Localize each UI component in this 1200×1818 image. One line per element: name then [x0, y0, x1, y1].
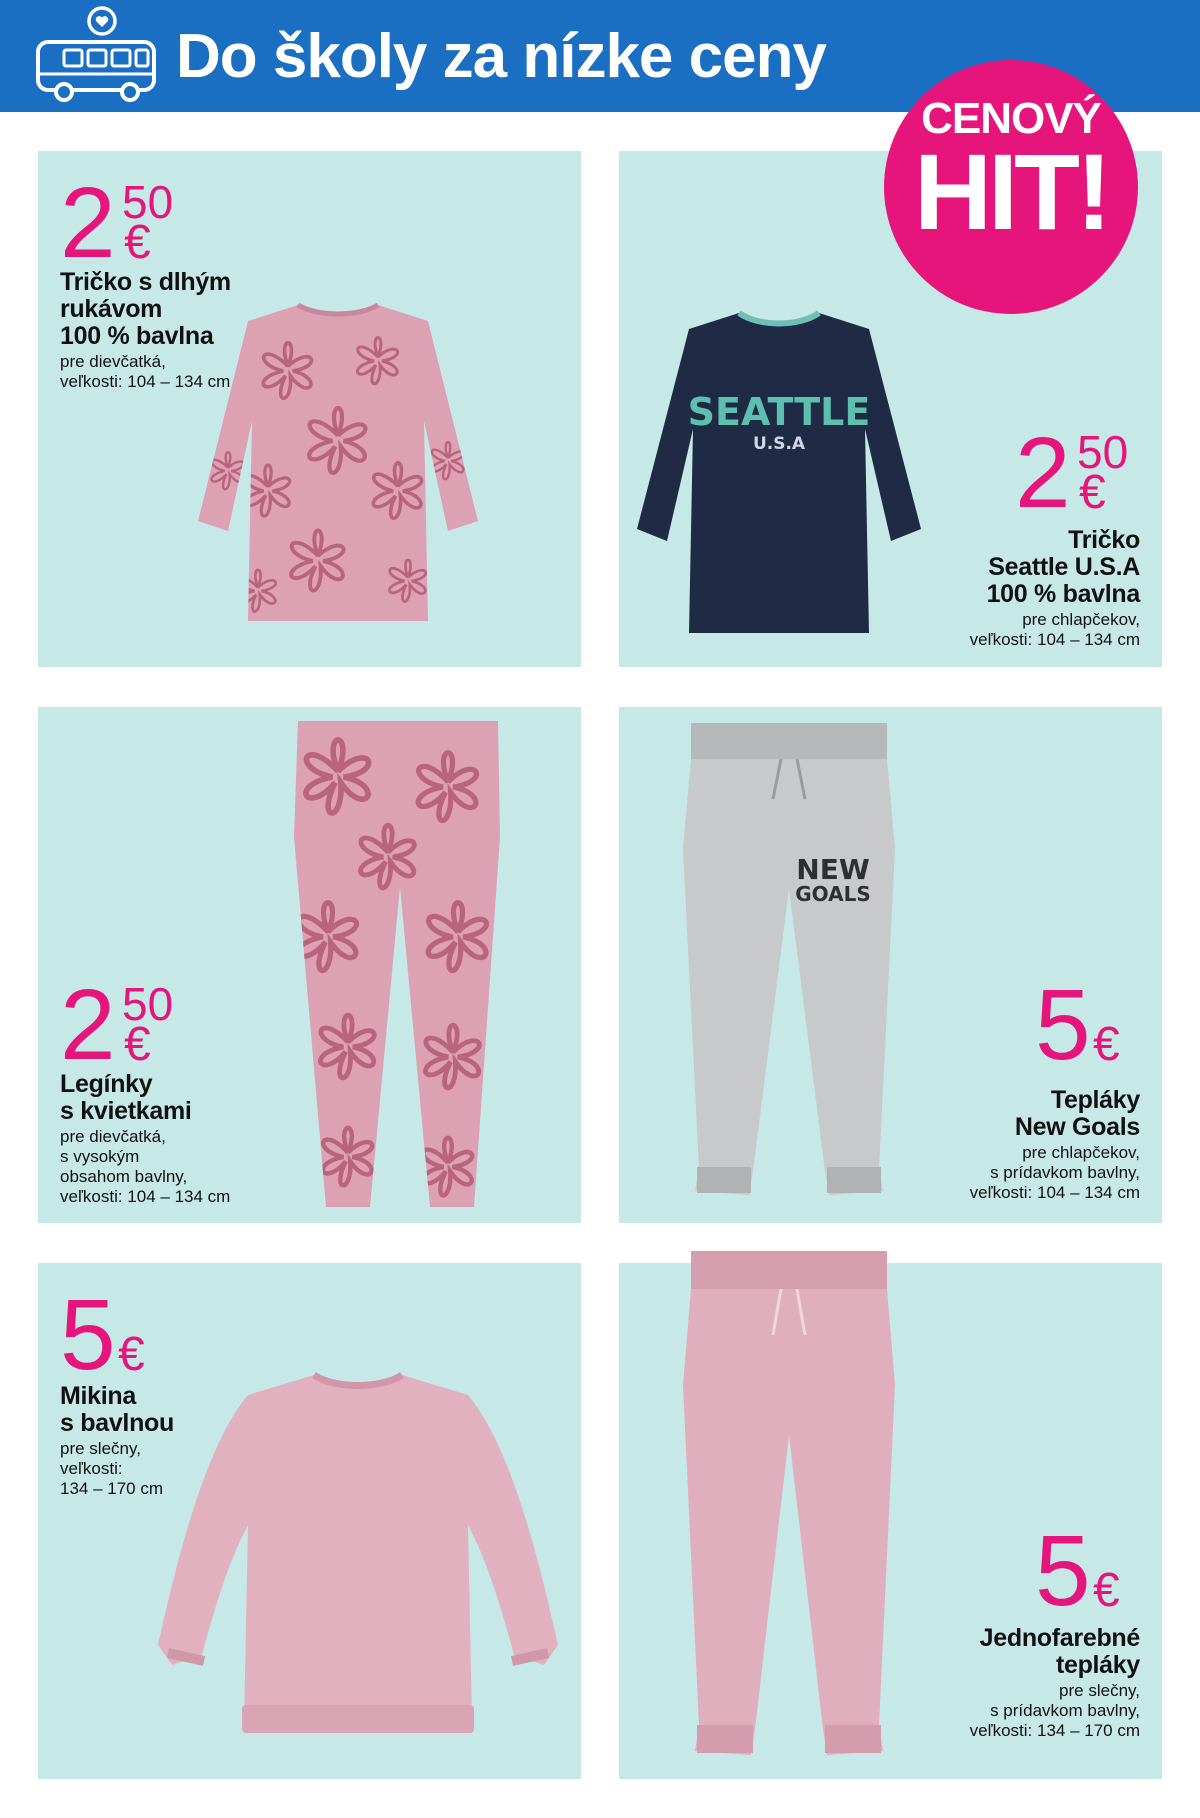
school-bus-heart-icon [34, 4, 158, 104]
badge-top-text: CENOVÝ [921, 94, 1101, 143]
price-decimal: 50 [1077, 426, 1129, 478]
price-integer: 5 [1035, 1515, 1088, 1627]
shirt-print-subtext: U.S.A [752, 434, 806, 454]
pink-sweatshirt-image [138, 1355, 578, 1765]
price [1015, 417, 1155, 529]
product-name: Tepláky New Goals [1014, 1086, 1140, 1141]
price [1035, 969, 1145, 1081]
price-integer: 2 [1015, 417, 1068, 529]
price-currency: € [124, 216, 151, 269]
product-description: pre dievčatká, veľkosti: 104 – 134 cm [60, 352, 231, 391]
product-description: pre chlapčekov, veľkosti: 104 – 134 cm [969, 610, 1140, 649]
product-description: pre chlapčekov, s prídavkom bavlny, veľkosti: 104 – 134 cm [969, 1143, 1140, 1202]
price-currency: € [118, 1328, 145, 1381]
price-integer: 2 [60, 969, 113, 1081]
price-currency: € [1079, 466, 1106, 519]
price-integer: 5 [1035, 969, 1088, 1081]
product-description: pre slečny, veľkosti: 134 – 170 cm [60, 1439, 164, 1498]
pink-flower-shirt-image [188, 291, 488, 631]
product-card-long-sleeve-girls[interactable] [38, 151, 581, 667]
price-currency: € [1093, 1564, 1120, 1617]
product-info [970, 1625, 1140, 1741]
price-integer: 5 [60, 1279, 113, 1391]
product-description: pre dievčatká, s vysokým obsahom bavlny, veľkosti: 104 – 134 cm [60, 1127, 231, 1206]
product-card-sweatshirt[interactable] [38, 1263, 581, 1779]
product-name: Jednofarebné tepláky [979, 1624, 1140, 1679]
product-name: Tričko s dlhým rukávom 100 % bavlna [60, 268, 231, 350]
badge-main-text: HIT! [914, 131, 1108, 252]
product-card-flower-leggings[interactable] [38, 707, 581, 1223]
product-description: pre slečny, s prídavkom bavlny, veľkosti: 134 – 170 cm [969, 1681, 1140, 1740]
product-info [970, 527, 1140, 650]
price-currency: € [124, 1018, 151, 1071]
price-currency: € [1093, 1018, 1120, 1071]
product-name: Mikina s bavlnou [60, 1382, 174, 1437]
page-title: Do školy za nízke ceny [176, 22, 826, 91]
price [60, 969, 200, 1081]
price-decimal: 50 [122, 978, 174, 1030]
navy-seattle-shirt-image [629, 299, 929, 639]
shirt-print-text: SEATTLE [687, 390, 871, 434]
pants-print-subtext: GOALS [795, 882, 871, 906]
product-info [60, 1071, 230, 1207]
product-card-new-goals-sweatpants[interactable] [619, 707, 1162, 1223]
product-card-plain-sweatpants[interactable] [619, 1263, 1162, 1779]
pants-print-text: NEW [796, 853, 870, 886]
pink-sweatpants-image [669, 1245, 909, 1775]
price [1035, 1515, 1145, 1627]
product-name: Tričko Seattle U.S.A 100 % bavlna [986, 526, 1140, 608]
price-integer: 2 [60, 167, 113, 279]
grey-sweatpants-image [669, 719, 909, 1209]
product-name: Legínky s kvietkami [60, 1070, 192, 1125]
product-info [970, 1087, 1140, 1203]
pink-flower-leggings-image [278, 717, 518, 1217]
price-hit-badge [884, 60, 1138, 314]
price-decimal: 50 [122, 176, 174, 228]
price [60, 167, 200, 279]
